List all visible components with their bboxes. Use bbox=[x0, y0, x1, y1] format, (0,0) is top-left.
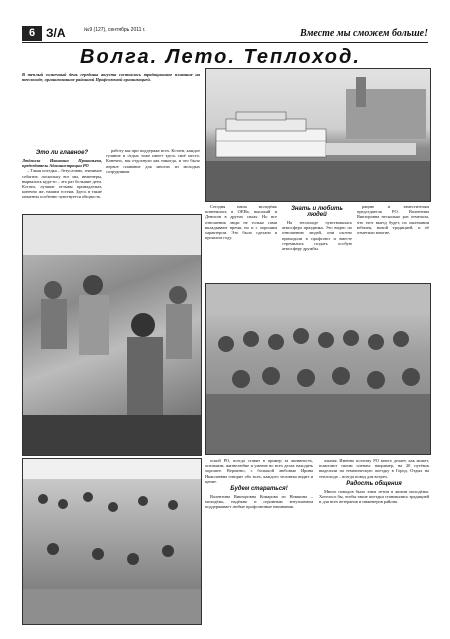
group-illustration bbox=[206, 284, 430, 454]
column-2-body: работу мы при поддержке всех. Кстати, каждое гуляние и отдых тоже имеет здесь своё место. Конечно, мы отдохнули как никогда, и это было первое плавание для многих из молодых сотрудников. bbox=[106, 148, 200, 174]
bottom-column-1-body: оской РО, всегда ставит в пример за активность, оптимизм, жизнелюбие и умение во всех делах находить хорошее. Вероятно, с большой любовью Ирина Николаевна говорит обо всех, каждого человека видит и ценит. bbox=[205, 458, 313, 484]
column-1-heading: Это ли главное? bbox=[35, 150, 89, 156]
page-header bbox=[22, 26, 428, 43]
ship-illustration bbox=[206, 69, 430, 201]
column-3 bbox=[205, 204, 277, 279]
lead-text: В теплый солнечный день середины августа состоялось традиционное плавание на теплоходе, организованное районной Профсоюзной организацией. bbox=[22, 72, 200, 83]
column-4-heading: Знать и любить людей bbox=[291, 206, 343, 218]
column-2 bbox=[106, 148, 200, 210]
column-4-body: На теплоходе чувствовалась атмосфера праздника. Это видно по отношению людей, они охотно приходили в профсоюз и вместе стремились создать особую атмосферу дружбы. bbox=[282, 220, 352, 252]
bottom-column-1-body-2: Валентина Викторовна Комарова из Новшина – молодёжь, надёжно и огромным энтузиазмом поддерживает любые профсоюзные начинания. bbox=[205, 494, 313, 510]
header-slogan: Вместе мы сможем больше! bbox=[300, 28, 428, 39]
bottom-column-2-body-2: Много поводов было этим летом в жизни молодёжи. Хотелось бы, чтобы такие поездки становились традицией и для всех ветеранов и инженеров района. bbox=[319, 488, 429, 505]
group-photo bbox=[205, 283, 431, 455]
column-1 bbox=[22, 148, 102, 210]
bottom-column-2-heading: Радость общения bbox=[346, 480, 402, 487]
deck-photo bbox=[22, 458, 202, 625]
issue-info: №9 (127), сентябрь 2011 г. bbox=[84, 27, 146, 33]
column-5 bbox=[357, 204, 429, 279]
bottom-column-2 bbox=[319, 458, 429, 623]
passengers-photo-left bbox=[22, 214, 202, 456]
article-lead bbox=[22, 72, 200, 144]
passengers-illustration-left bbox=[23, 215, 201, 455]
article-title: Волга. Лето. Теплоход. bbox=[80, 46, 361, 68]
column-1-body: – Такая поездка – безусловно, значимое событие, поскольку все мы, инженеры, вырвались куда-то – это раз большие дети. Кстати, лучшие отзывы принадлежат, конечно же, нашим гостям. Здесь в такие моменты особенно чувствуется общность. bbox=[22, 168, 102, 200]
bottom-column-1 bbox=[205, 458, 313, 623]
ship-photo bbox=[205, 68, 431, 202]
newspaper-logo: З/А bbox=[46, 26, 66, 40]
page-number: 6 bbox=[22, 26, 42, 41]
column-5-body: рацию и заместителям председателя РО. Валентина Викторовна несколько раз отмечала, что этот выезд будет, по окончании юбилея, новой традицией, и её отметили многие. bbox=[357, 204, 429, 236]
deck-illustration bbox=[23, 459, 201, 624]
bottom-column-1-heading: Будем стараться! bbox=[230, 486, 288, 493]
column-3-body: Сегодня наша молодёжь поменялась в ОЕНа, высокий и Денисов в других силах. Но все отношения люди не только сами вкладывают время, но и с хорошим характером. Это было сделано в прошлом году. bbox=[205, 204, 277, 241]
bottom-column-2-body: альная. Именно поэтому РО много делает, как может, помогают своим членам: например, на 20 путёвок выделили на тематическую поездку в Город. Отдых на теплоходе – всегда повод для встреч. bbox=[319, 458, 429, 479]
column-4 bbox=[282, 204, 352, 279]
column-1-author: Людмила Ивановна Прокопьева, председатель Администрации РО bbox=[22, 158, 102, 169]
